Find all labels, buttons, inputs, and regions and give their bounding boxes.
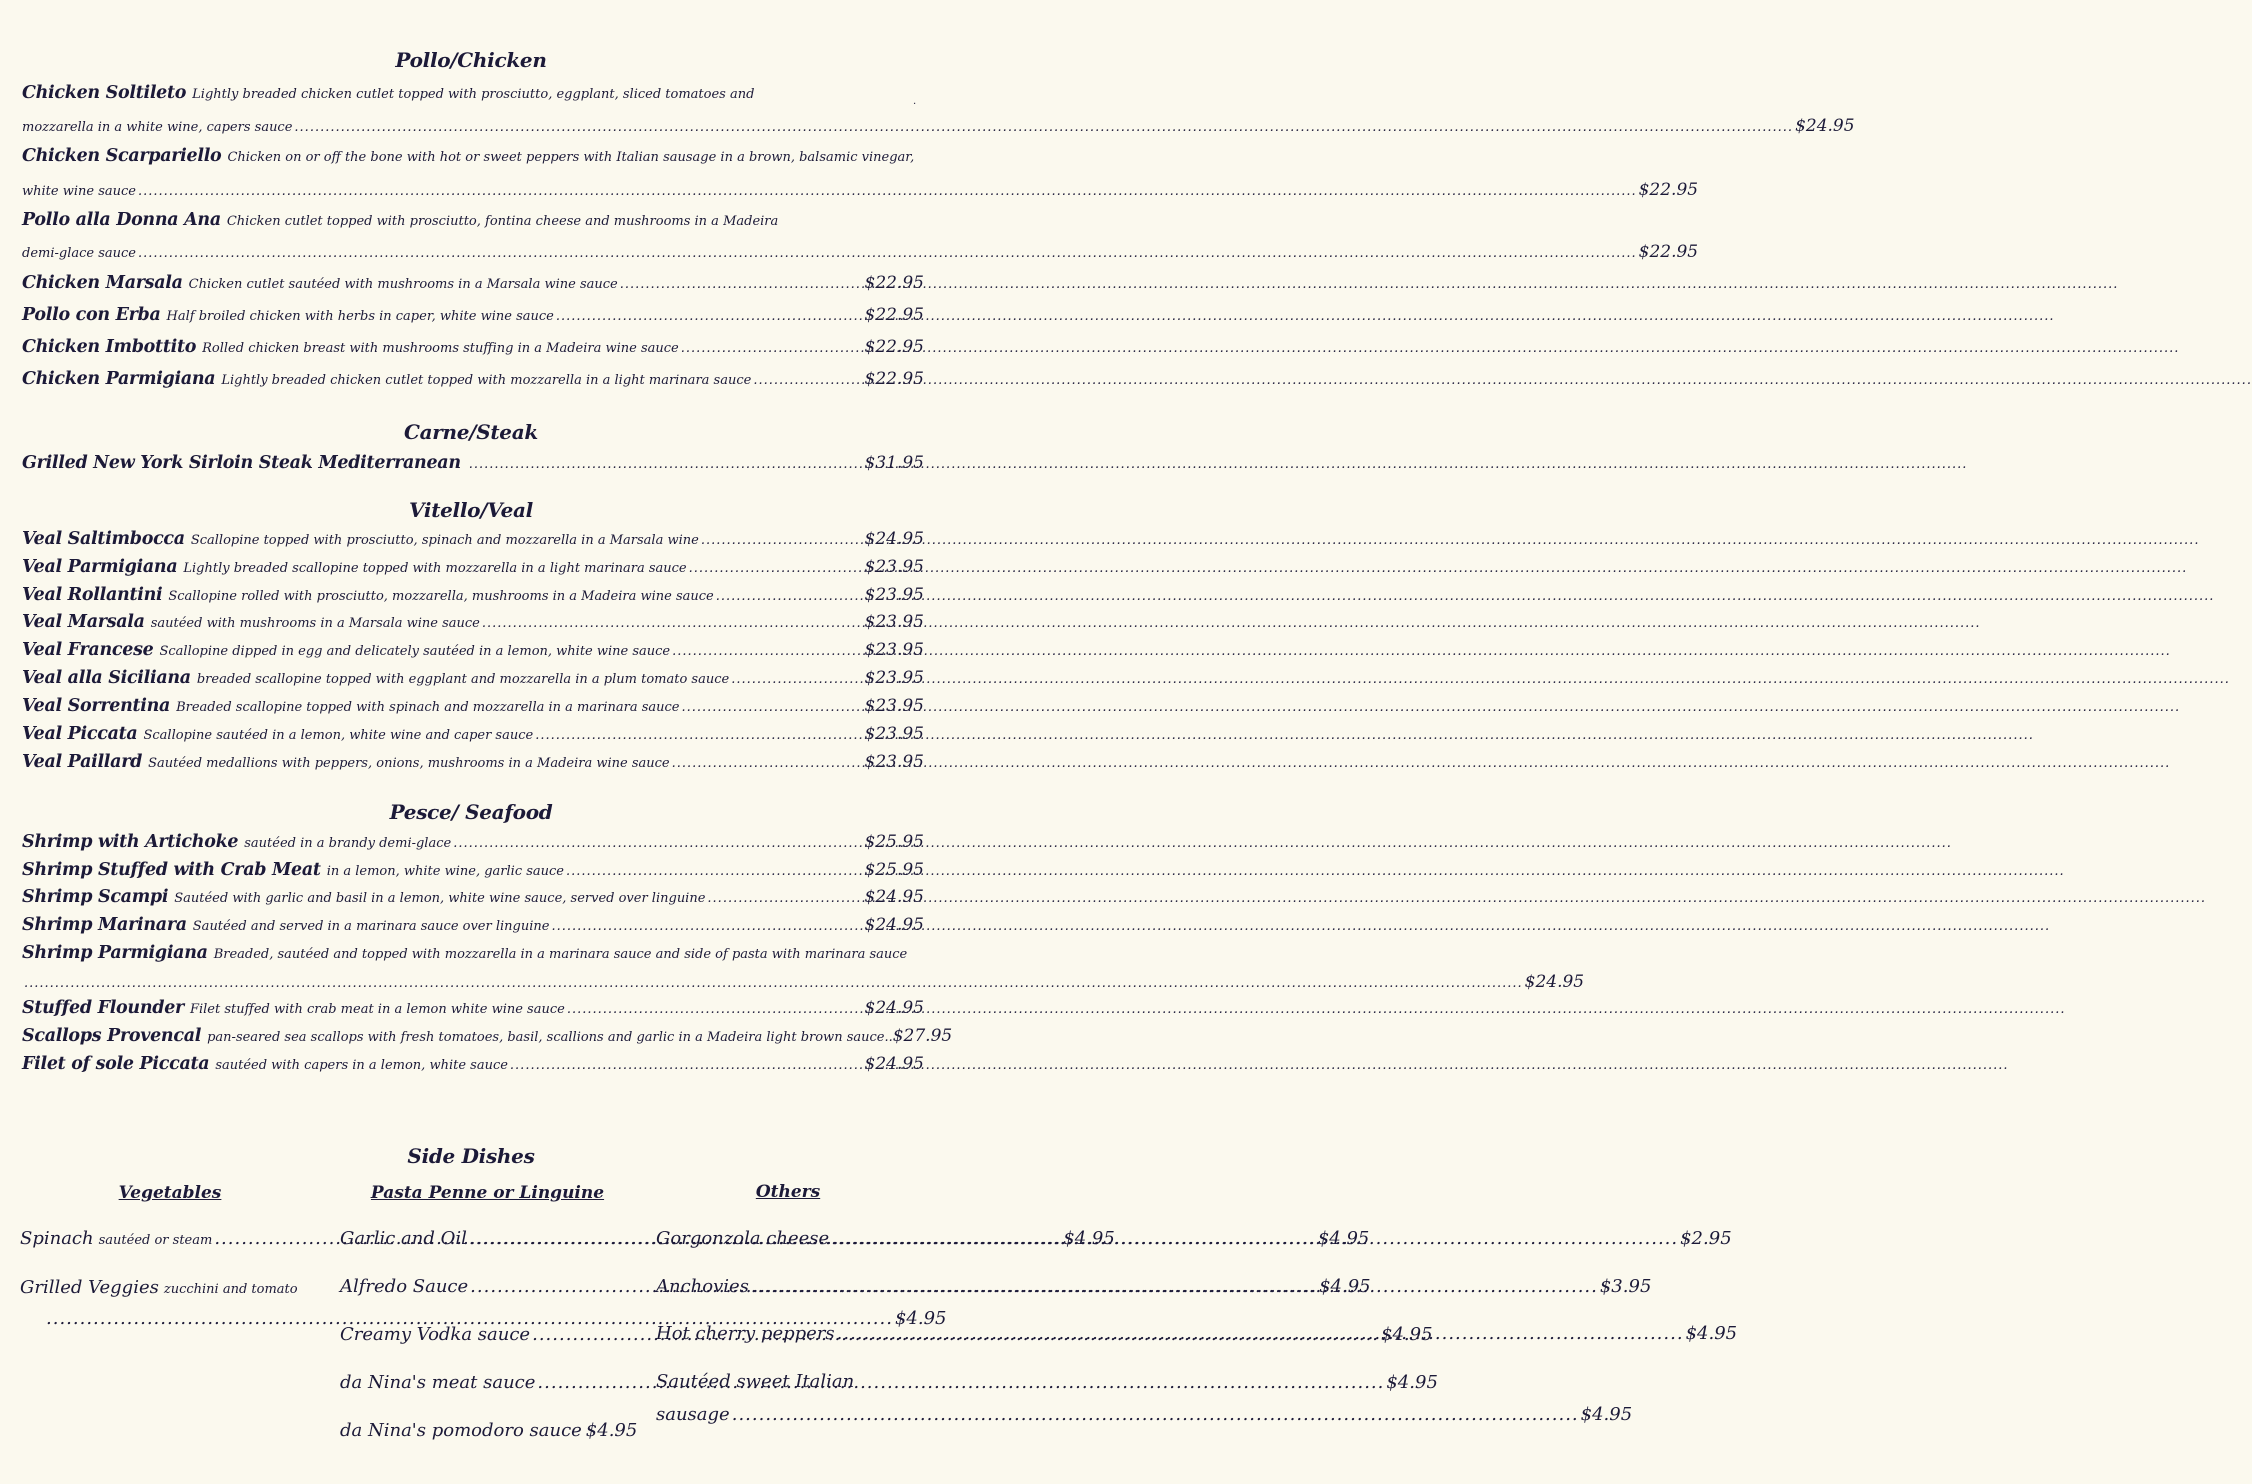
side-item-price: $4.95 bbox=[1685, 1323, 1738, 1344]
item-name: Chicken Marsala bbox=[22, 273, 183, 293]
menu-item-continuation bbox=[22, 116, 1855, 136]
item-name: Shrimp Scampi bbox=[22, 887, 169, 907]
item-price: $22.95 bbox=[1638, 242, 1699, 262]
item-price: $24.95 bbox=[1524, 972, 1585, 992]
leader-dots bbox=[567, 1002, 863, 1018]
menu-item bbox=[22, 559, 924, 577]
side-item-price: $4.95 bbox=[894, 1308, 947, 1329]
leader-dots bbox=[24, 976, 1523, 991]
leader-dots bbox=[701, 533, 863, 549]
item-description: Lightly breaded chicken cutlet topped with prosciutto, eggplant, sliced tomatoes and bbox=[192, 87, 755, 102]
item-name: Veal alla Siciliana bbox=[22, 668, 191, 688]
menu-item bbox=[22, 1000, 924, 1018]
leader-dots bbox=[138, 246, 1637, 261]
item-name: Shrimp Parmigiana bbox=[22, 943, 208, 963]
item-description: pan-seared sea scallops with fresh tomatoes, basil, scallions and garlic in a Madeira light brown sauce.. bbox=[207, 1030, 893, 1045]
menu-item-continuation bbox=[22, 242, 1699, 262]
menu-item bbox=[22, 726, 924, 744]
side-item-price: $4.95 bbox=[585, 1420, 638, 1441]
section-title-veal: Vitello/Veal bbox=[409, 498, 533, 522]
leader-dots bbox=[681, 341, 863, 357]
side-item-price: $3.95 bbox=[1599, 1276, 1652, 1297]
item-name: Veal Sorrentina bbox=[22, 696, 171, 716]
leader-dots bbox=[732, 1404, 1579, 1425]
column-heading-others: Others bbox=[755, 1182, 821, 1202]
item-name: Veal Paillard bbox=[22, 752, 143, 772]
leader-dots bbox=[469, 457, 863, 473]
menu-item bbox=[22, 862, 924, 880]
item-description: Sautéed with garlic and basil in a lemon, white wine sauce, served over linguine bbox=[174, 891, 706, 906]
menu-item bbox=[22, 531, 924, 549]
leader-dots bbox=[707, 891, 862, 907]
menu-item bbox=[22, 614, 924, 632]
item-description: breaded scallopine topped with eggplant and mozzarella in a plum tomato sauce bbox=[196, 672, 730, 687]
item-name: Grilled New York Sirloin Steak Mediterranean bbox=[22, 453, 461, 473]
item-description: in a lemon, white wine, garlic sauce bbox=[326, 864, 564, 879]
leader-dots bbox=[620, 277, 863, 293]
menu-item bbox=[22, 834, 924, 852]
item-name: Pollo alla Donna Ana bbox=[22, 210, 221, 230]
leader-dots bbox=[831, 1228, 1678, 1249]
leader-dots bbox=[535, 728, 862, 744]
section-title-seafood: Pesce/ Seafood bbox=[389, 800, 553, 824]
column-heading-pasta: Pasta Penne or Linguine bbox=[370, 1183, 605, 1203]
menu-item bbox=[22, 587, 924, 605]
item-description: Scallopine rolled with prosciutto, mozzarella, mushrooms in a Madeira wine sauce bbox=[168, 589, 714, 604]
item-description-cont: demi-glace sauce bbox=[22, 246, 136, 261]
side-item-name-cont: sausage bbox=[656, 1404, 730, 1425]
item-name: Shrimp Stuffed with Crab Meat bbox=[22, 860, 321, 880]
side-item-description: zucchini and tomato bbox=[163, 1282, 298, 1297]
side-item-price: $4.95 bbox=[1319, 1276, 1371, 1297]
item-description: Breaded, sautéed and topped with mozzarella in a marinara sauce and side of pasta with marinara sauce bbox=[213, 947, 908, 962]
item-price: $23.95 bbox=[864, 696, 924, 716]
item-name: Chicken Parmigiana bbox=[22, 369, 216, 389]
side-item-name: da Nina's meat sauce bbox=[340, 1372, 536, 1393]
item-description: Chicken cutlet topped with prosciutto, fontina cheese and mushrooms in a Madeira bbox=[226, 214, 779, 229]
side-item-price: $2.95 bbox=[1680, 1228, 1732, 1249]
menu-item bbox=[22, 85, 924, 103]
menu-item bbox=[22, 754, 924, 772]
menu-item bbox=[22, 1026, 953, 1046]
item-price: $22.95 bbox=[864, 273, 924, 293]
leader-dots bbox=[551, 919, 862, 935]
side-item-price: $4.95 bbox=[1317, 1228, 1370, 1249]
side-item-name: Hot cherry peppers bbox=[656, 1323, 835, 1344]
section-title-sides: Side Dishes bbox=[407, 1144, 535, 1168]
column-heading-vegetables: Vegetables bbox=[118, 1183, 222, 1203]
item-description: Lightly breaded chicken cutlet topped with mozzarella in a light marinara sauce bbox=[221, 373, 752, 388]
menu-item bbox=[22, 917, 924, 935]
leader-dots bbox=[138, 184, 1637, 199]
menu-item bbox=[22, 212, 924, 230]
item-price: $24.95 bbox=[864, 915, 924, 935]
item-name: Shrimp with Artichoke bbox=[22, 832, 239, 852]
menu-item bbox=[22, 371, 924, 389]
side-item-name: Creamy Vodka sauce bbox=[340, 1324, 531, 1345]
menu-item-continuation bbox=[22, 972, 1585, 992]
leader-dots bbox=[716, 589, 863, 605]
leader-dots bbox=[510, 1058, 863, 1074]
item-name: Chicken Imbottito bbox=[22, 337, 197, 357]
item-name: Veal Parmigiana bbox=[22, 557, 178, 577]
leader-dots bbox=[681, 700, 862, 716]
side-item-name: Anchovies bbox=[656, 1276, 749, 1297]
stray-mark: . bbox=[913, 96, 917, 107]
leader-dots bbox=[556, 309, 863, 325]
item-description: Lightly breaded scallopine topped with mozzarella in a light marinara sauce bbox=[183, 561, 687, 576]
item-name: Veal Saltimbocca bbox=[22, 529, 185, 549]
leader-dots bbox=[731, 672, 862, 688]
side-item-name: Grilled Veggies bbox=[20, 1277, 159, 1298]
side-item-continuation bbox=[44, 1308, 947, 1329]
leader-dots bbox=[566, 864, 863, 880]
item-price: $25.95 bbox=[864, 832, 924, 852]
item-price: $24.95 bbox=[864, 998, 924, 1018]
item-description: Scallopine topped with prosciutto, spinach and mozzarella in a Marsala wine bbox=[190, 533, 699, 548]
side-item-name: Spinach bbox=[20, 1228, 94, 1249]
menu-item bbox=[22, 148, 924, 166]
side-item-price: $4.95 bbox=[1063, 1228, 1115, 1249]
item-price: $22.95 bbox=[864, 369, 924, 389]
item-description: sautéed in a brandy demi-glace bbox=[244, 836, 452, 851]
item-price: $22.95 bbox=[1638, 180, 1699, 200]
item-price: $23.95 bbox=[864, 668, 924, 688]
item-description: Half broiled chicken with herbs in caper, white wine sauce bbox=[166, 309, 554, 324]
side-item-name: Gorgonzola cheese bbox=[656, 1228, 830, 1249]
item-name: Chicken Soltileto bbox=[22, 83, 187, 103]
item-price: $23.95 bbox=[864, 612, 924, 632]
item-description: Filet stuffed with crab meat in a lemon white wine sauce bbox=[189, 1002, 565, 1017]
side-item-price: $4.95 bbox=[1381, 1324, 1433, 1345]
item-description: Breaded scallopine topped with spinach and mozzarella in a marinara sauce bbox=[176, 700, 680, 715]
side-item-continuation bbox=[656, 1404, 1633, 1425]
menu-item bbox=[22, 455, 924, 473]
side-item-price: $4.95 bbox=[1580, 1404, 1633, 1425]
item-name: Veal Rollantini bbox=[22, 585, 163, 605]
item-description: sautéed with capers in a lemon, white sauce bbox=[215, 1058, 508, 1073]
item-description: sautéed with mushrooms in a Marsala wine sauce bbox=[150, 616, 480, 631]
side-item bbox=[656, 1371, 922, 1392]
leader-dots bbox=[751, 1276, 1598, 1297]
leader-dots bbox=[453, 836, 862, 852]
menu-item bbox=[22, 945, 924, 963]
item-price: $24.95 bbox=[1795, 116, 1855, 136]
menu-item bbox=[22, 698, 924, 716]
item-name: Veal Francese bbox=[22, 640, 154, 660]
side-item-name: da Nina's pomodoro sauce bbox=[340, 1420, 582, 1441]
menu-item bbox=[22, 670, 924, 688]
item-name: Veal Piccata bbox=[22, 724, 138, 744]
item-description-cont: white wine sauce bbox=[22, 184, 136, 199]
menu-item-continuation bbox=[22, 180, 1699, 200]
item-price: $23.95 bbox=[864, 585, 924, 605]
side-item-price: $4.95 bbox=[1386, 1372, 1438, 1393]
leader-dots bbox=[672, 644, 862, 660]
leader-dots bbox=[482, 616, 863, 632]
item-name: Stuffed Flounder bbox=[22, 998, 184, 1018]
leader-dots bbox=[672, 756, 863, 772]
menu-item bbox=[22, 307, 924, 325]
item-description: Scallopine dipped in egg and delicately sautéed in a lemon, white wine sauce bbox=[159, 644, 671, 659]
item-name: Pollo con Erba bbox=[22, 305, 161, 325]
item-price: $23.95 bbox=[864, 752, 924, 772]
item-price: $23.95 bbox=[864, 724, 924, 744]
item-description-cont: mozzarella in a white wine, capers sauce bbox=[22, 120, 293, 135]
menu-item bbox=[22, 889, 924, 907]
menu-item bbox=[22, 642, 924, 660]
item-description: Chicken on or off the bone with hot or sweet peppers with Italian sausage in a brown, balsamic vinegar, bbox=[227, 150, 915, 165]
item-description: Chicken cutlet sautéed with mushrooms in a Marsala wine sauce bbox=[188, 277, 618, 292]
side-item bbox=[656, 1323, 1738, 1344]
item-description: Scallopine sautéed in a lemon, white wine and caper sauce bbox=[143, 728, 534, 743]
item-name: Filet of sole Piccata bbox=[22, 1054, 210, 1074]
item-price: $24.95 bbox=[864, 1054, 924, 1074]
menu-item bbox=[22, 275, 924, 293]
menu-item bbox=[22, 339, 924, 357]
item-price: $25.95 bbox=[864, 860, 924, 880]
side-item-description: sautéed or steam bbox=[98, 1233, 213, 1248]
item-price: $31.95 bbox=[864, 453, 924, 473]
section-title-chicken: Pollo/Chicken bbox=[395, 48, 547, 72]
side-item bbox=[20, 1277, 318, 1298]
section-title-steak: Carne/Steak bbox=[404, 420, 538, 444]
leader-dots bbox=[689, 561, 863, 577]
item-price: $22.95 bbox=[864, 305, 924, 325]
item-name: Veal Marsala bbox=[22, 612, 145, 632]
menu-item bbox=[22, 1056, 924, 1074]
leader-dots bbox=[753, 373, 862, 389]
item-name: Shrimp Marinara bbox=[22, 915, 187, 935]
side-item-name: Alfredo Sauce bbox=[340, 1276, 469, 1297]
item-description: Sautéed and served in a marinara sauce over linguine bbox=[192, 919, 550, 934]
item-price: $23.95 bbox=[864, 640, 924, 660]
item-price: $23.95 bbox=[864, 557, 924, 577]
side-item bbox=[340, 1420, 636, 1441]
item-name: Scallops Provencal bbox=[22, 1026, 202, 1046]
leader-dots bbox=[294, 120, 1793, 135]
item-description: Rolled chicken breast with mushrooms stuffing in a Madeira wine sauce bbox=[202, 341, 679, 356]
item-price: $24.95 bbox=[864, 529, 924, 549]
item-price: $27.95 bbox=[892, 1026, 953, 1046]
item-price: $24.95 bbox=[864, 887, 924, 907]
leader-dots bbox=[837, 1323, 1684, 1344]
item-price: $22.95 bbox=[864, 337, 924, 357]
item-name: Chicken Scarpariello bbox=[22, 146, 222, 166]
side-item-name: Garlic and Oil bbox=[340, 1228, 467, 1249]
side-item-name: Sautéed sweet Italian bbox=[656, 1371, 855, 1392]
item-description: Sautéed medallions with peppers, onions, mushrooms in a Madeira wine sauce bbox=[148, 756, 670, 771]
